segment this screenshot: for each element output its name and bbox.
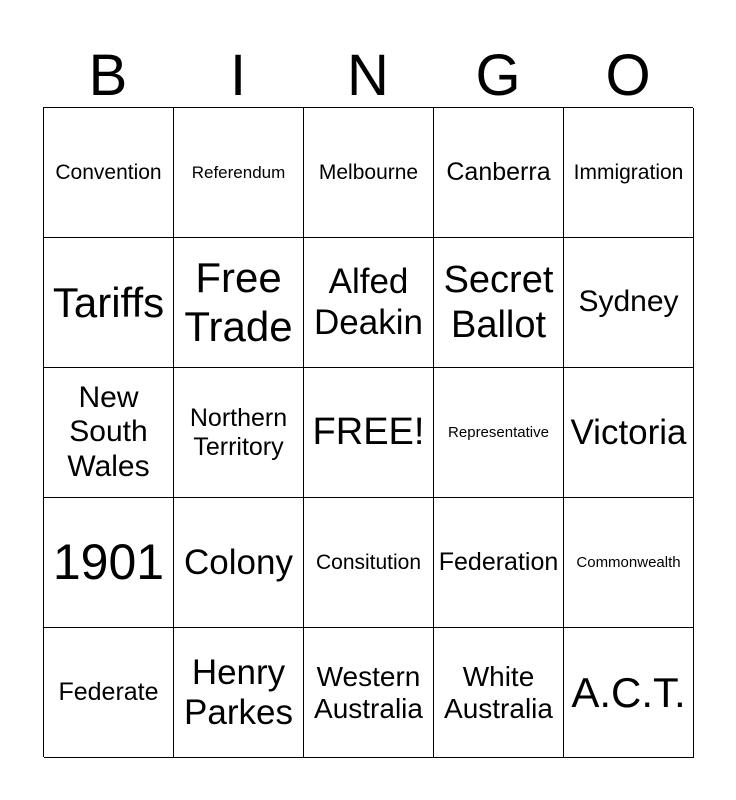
bingo-board [43,107,693,757]
header-letter-n: N [347,43,389,108]
cell-label: Free Trade [184,253,293,350]
cell-label: Commonwealth [576,553,681,571]
bingo-cell[interactable] [304,238,434,368]
bingo-cell[interactable] [564,498,694,628]
bingo-cell[interactable] [434,238,564,368]
cell-label: Consitution [315,550,422,574]
cell-label: Convention [55,160,162,184]
header-letter-b: B [88,43,128,108]
bingo-cell[interactable] [44,368,174,498]
bingo-cell[interactable] [44,628,174,758]
cell-label: Representative [448,423,549,441]
bingo-cell[interactable] [434,108,564,238]
bingo-header [43,40,693,108]
cell-label: New South Wales [67,381,150,483]
cell-label: Northern Territory [189,404,288,461]
header-letter-g: G [475,43,521,108]
cell-label: White Australia [444,660,553,724]
bingo-cell[interactable] [44,108,174,238]
cell-label: Melbourne [318,160,419,184]
cell-label: Tariffs [52,278,165,326]
cell-label: Referendum [191,162,286,182]
cell-label: 1901 [52,534,165,590]
bingo-cell[interactable] [174,368,304,498]
free-space-cell[interactable] [304,368,434,498]
cell-label: Secret Ballot [443,259,554,346]
free-space-label: FREE! [312,410,425,453]
header-letter-i: I [229,43,247,108]
bingo-cell[interactable] [174,498,304,628]
bingo-cell[interactable] [434,498,564,628]
cell-label: Canberra [446,158,551,187]
bingo-cell[interactable] [564,108,694,238]
bingo-cell[interactable] [304,628,434,758]
cell-label: Sydney [578,285,679,319]
cell-label: Western Australia [314,660,423,724]
bingo-cell[interactable] [304,108,434,238]
bingo-cell[interactable] [174,238,304,368]
bingo-cell[interactable] [174,108,304,238]
bingo-cell[interactable] [564,628,694,758]
cell-label: Federation [438,548,559,577]
bingo-cell[interactable] [44,498,174,628]
bingo-cell[interactable] [434,368,564,498]
bingo-cell[interactable] [564,368,694,498]
bingo-cell[interactable] [44,238,174,368]
cell-label: A.C.T. [571,668,686,716]
bingo-cell[interactable] [174,628,304,758]
cell-label: Victoria [570,412,687,452]
bingo-cell[interactable] [304,498,434,628]
bingo-cell[interactable] [434,628,564,758]
header-letter-o: O [605,43,651,108]
bingo-cell[interactable] [564,238,694,368]
cell-label: Colony [184,542,293,582]
cell-label: Federate [58,678,159,707]
cell-label: Immigration [573,160,684,184]
cell-label: Alfed Deakin [314,261,423,342]
cell-label: Henry Parkes [184,652,293,732]
